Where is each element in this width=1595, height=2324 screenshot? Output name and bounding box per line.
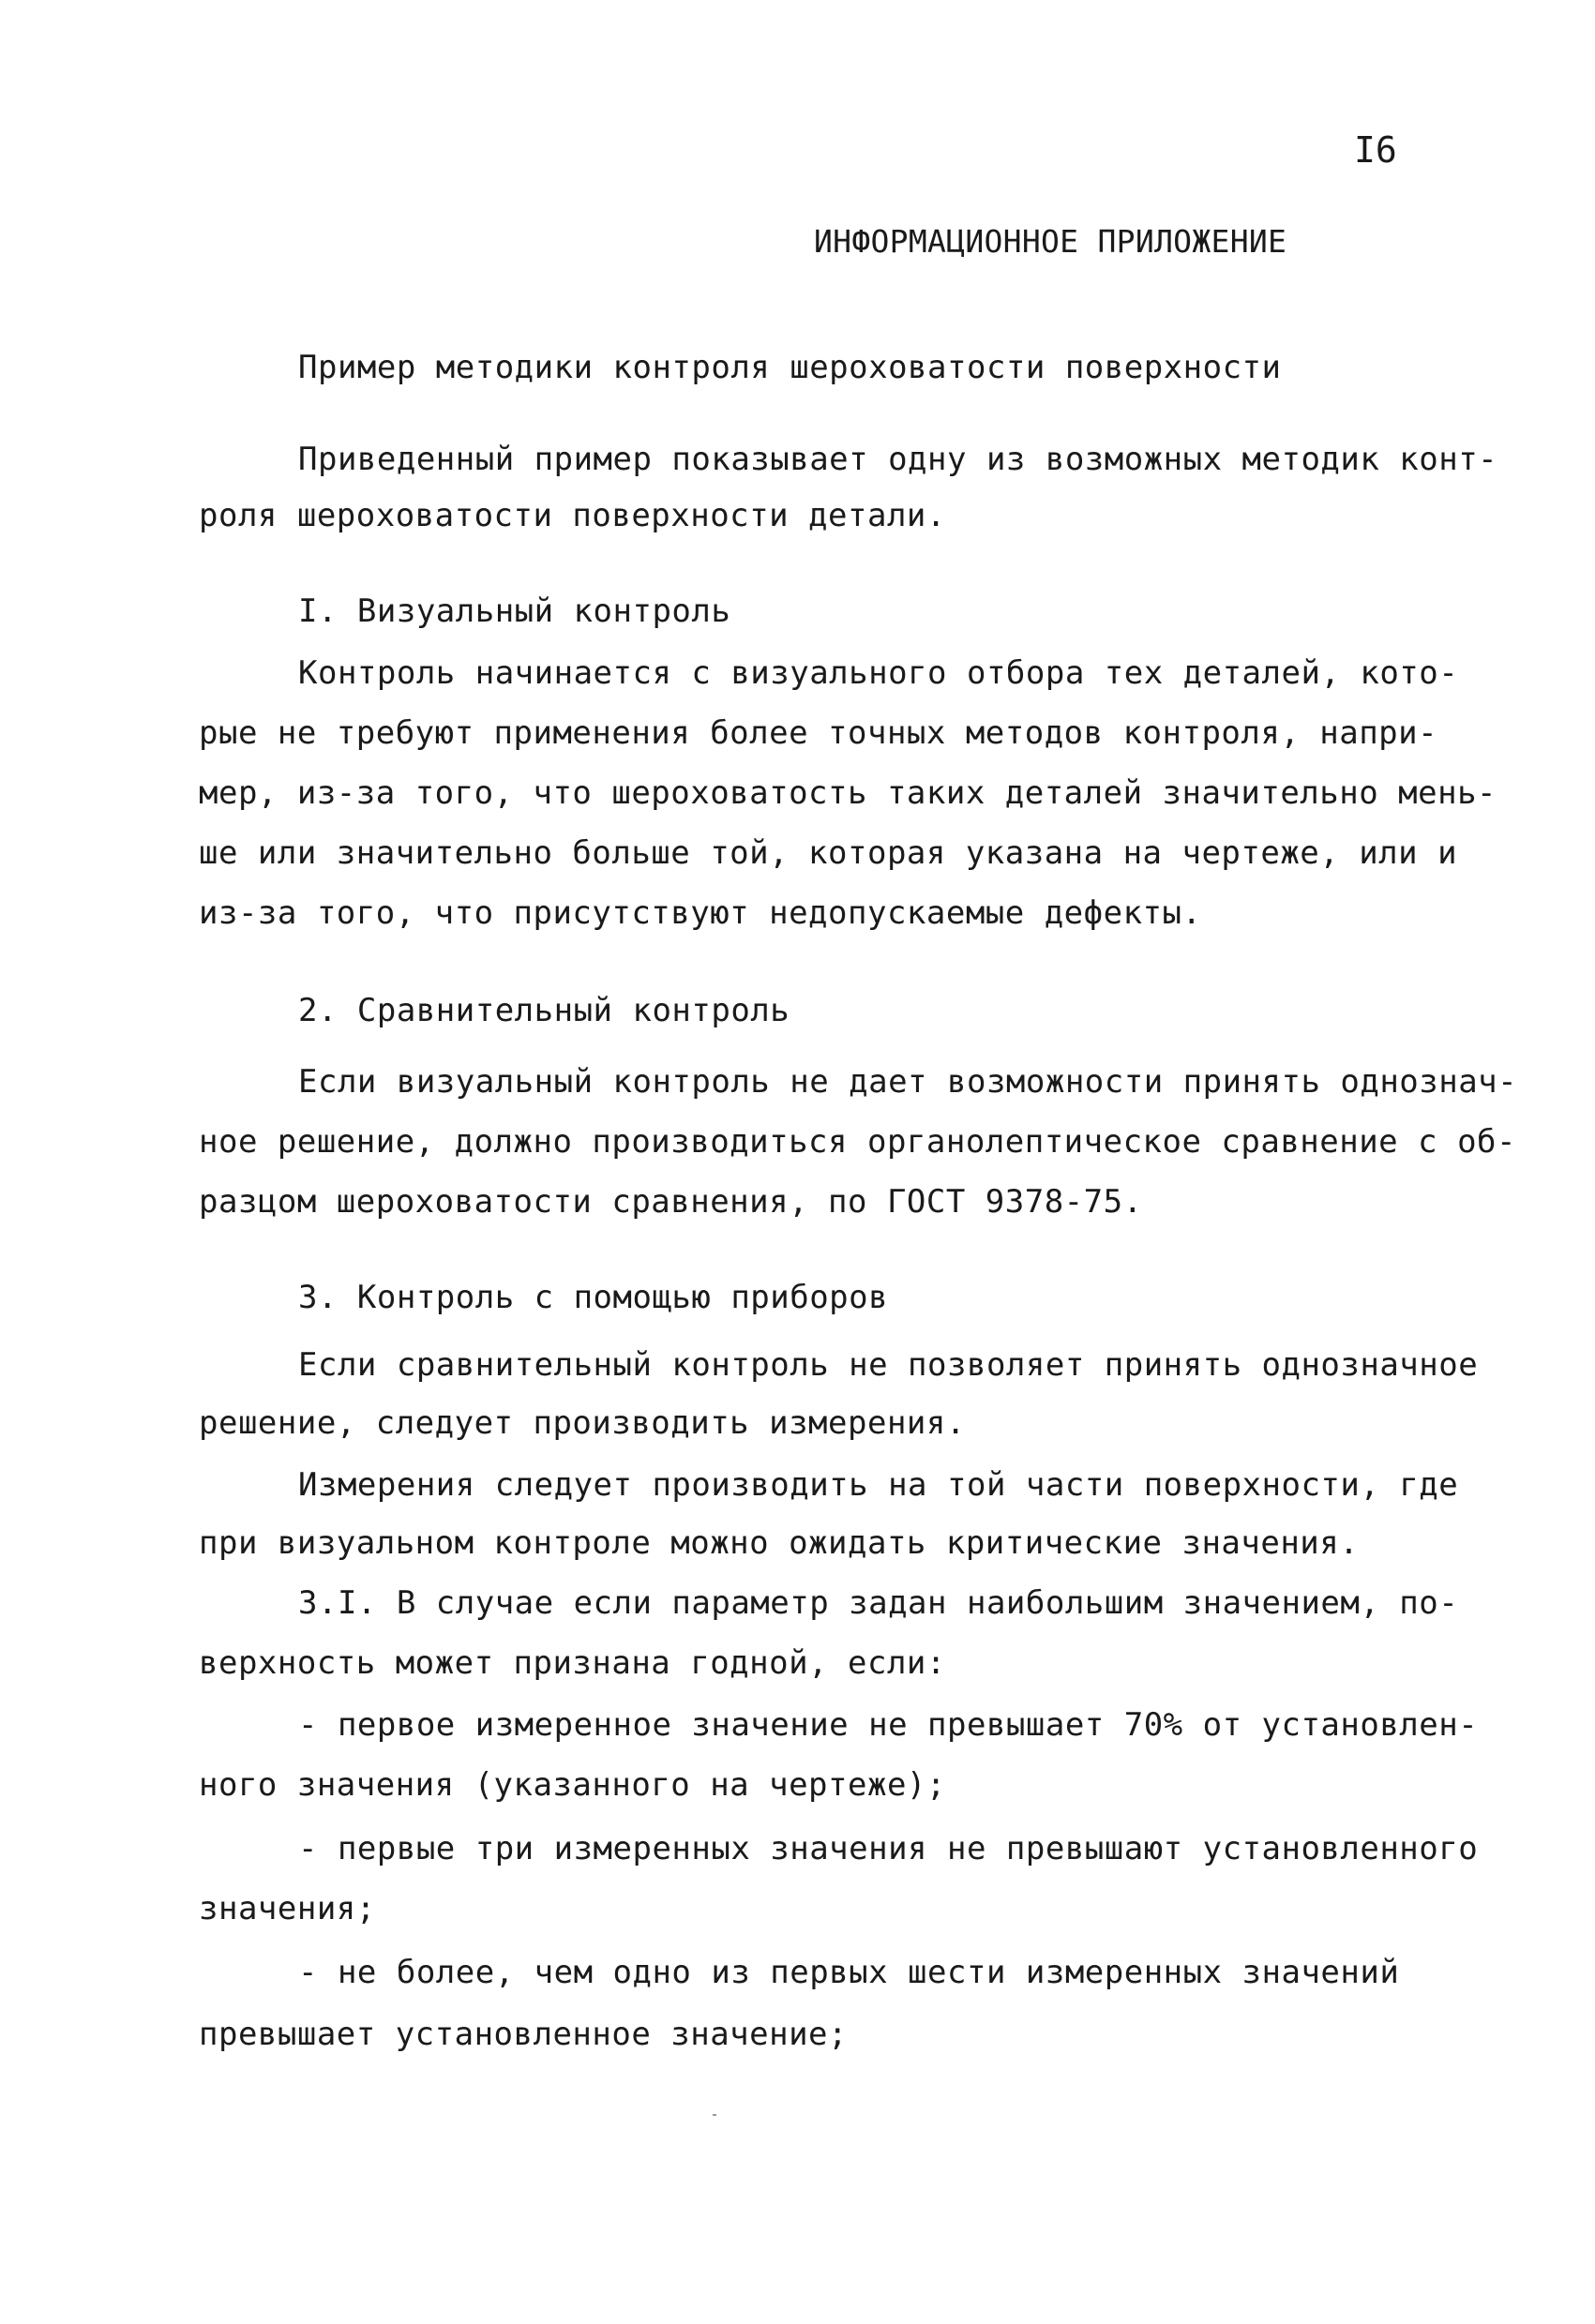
paragraph-line: Если визуальный контроль не дает возможности принять однознач-	[298, 1063, 1518, 1101]
section-title: 2. Сравнительный контроль	[298, 992, 790, 1029]
intro-line: Приведенный пример показывает одну из возможных методик конт-	[298, 441, 1498, 478]
paragraph-line: верхность может признана годной, если:	[199, 1644, 946, 1682]
intro-line: роля шероховатости поверхности детали.	[199, 497, 946, 534]
paragraph-line: ше или значительно больше той, которая указана на чертеже, или и	[199, 834, 1458, 872]
paragraph-line: мер, из-за того, что шероховатость таких деталей значительно мень-	[199, 774, 1497, 812]
page-number: I6	[1354, 129, 1397, 171]
paragraph-line: Контроль начинается с визуального отбора тех деталей, кото-	[298, 654, 1459, 692]
paragraph-line: разцом шероховатости сравнения, по ГОСТ 9378-75.	[199, 1183, 1143, 1221]
paragraph-line: 3.I. В случае если параметр задан наибольшим значением, по-	[298, 1584, 1459, 1622]
scan-speck	[713, 2114, 716, 2116]
section-title: 3. Контроль с помощью приборов	[298, 1279, 889, 1316]
paragraph-line: решение, следует производить измерения.	[199, 1404, 966, 1442]
paragraph-line: ное решение, должно производиться органолептическое сравнение с об-	[199, 1123, 1516, 1161]
paragraph-line: значения;	[199, 1890, 376, 1927]
list-item: - первое измеренное значение не превышает 70% от установлен-	[298, 1706, 1479, 1744]
paragraph-line: из-за того, что присутствуют недопускаемые дефекты.	[199, 894, 1202, 932]
paragraph-line: при визуальном контроле можно ожидать критические значения.	[199, 1524, 1360, 1562]
paragraph-line: Измерения следует производить на той части поверхности, где	[298, 1466, 1459, 1504]
paragraph-line: превышает установленное значение;	[199, 2016, 849, 2053]
paragraph-line: рые не требуют применения более точных методов контроля, напри-	[199, 714, 1438, 752]
paragraph-line: ного значения (указанного на чертеже);	[199, 1766, 946, 1804]
appendix-title: ИНФОРМАЦИОННОЕ ПРИЛОЖЕНИЕ	[814, 223, 1287, 260]
section-title: I. Визуальный контроль	[298, 592, 731, 630]
list-item: - первые три измеренных значения не превышают установленного	[298, 1830, 1479, 1867]
paragraph-line: Если сравнительный контроль не позволяет принять однозначное	[298, 1346, 1479, 1384]
list-item: - не более, чем одно из первых шести измеренных значений	[298, 1954, 1400, 1991]
document-heading: Пример методики контроля шероховатости поверхности	[298, 349, 1282, 386]
